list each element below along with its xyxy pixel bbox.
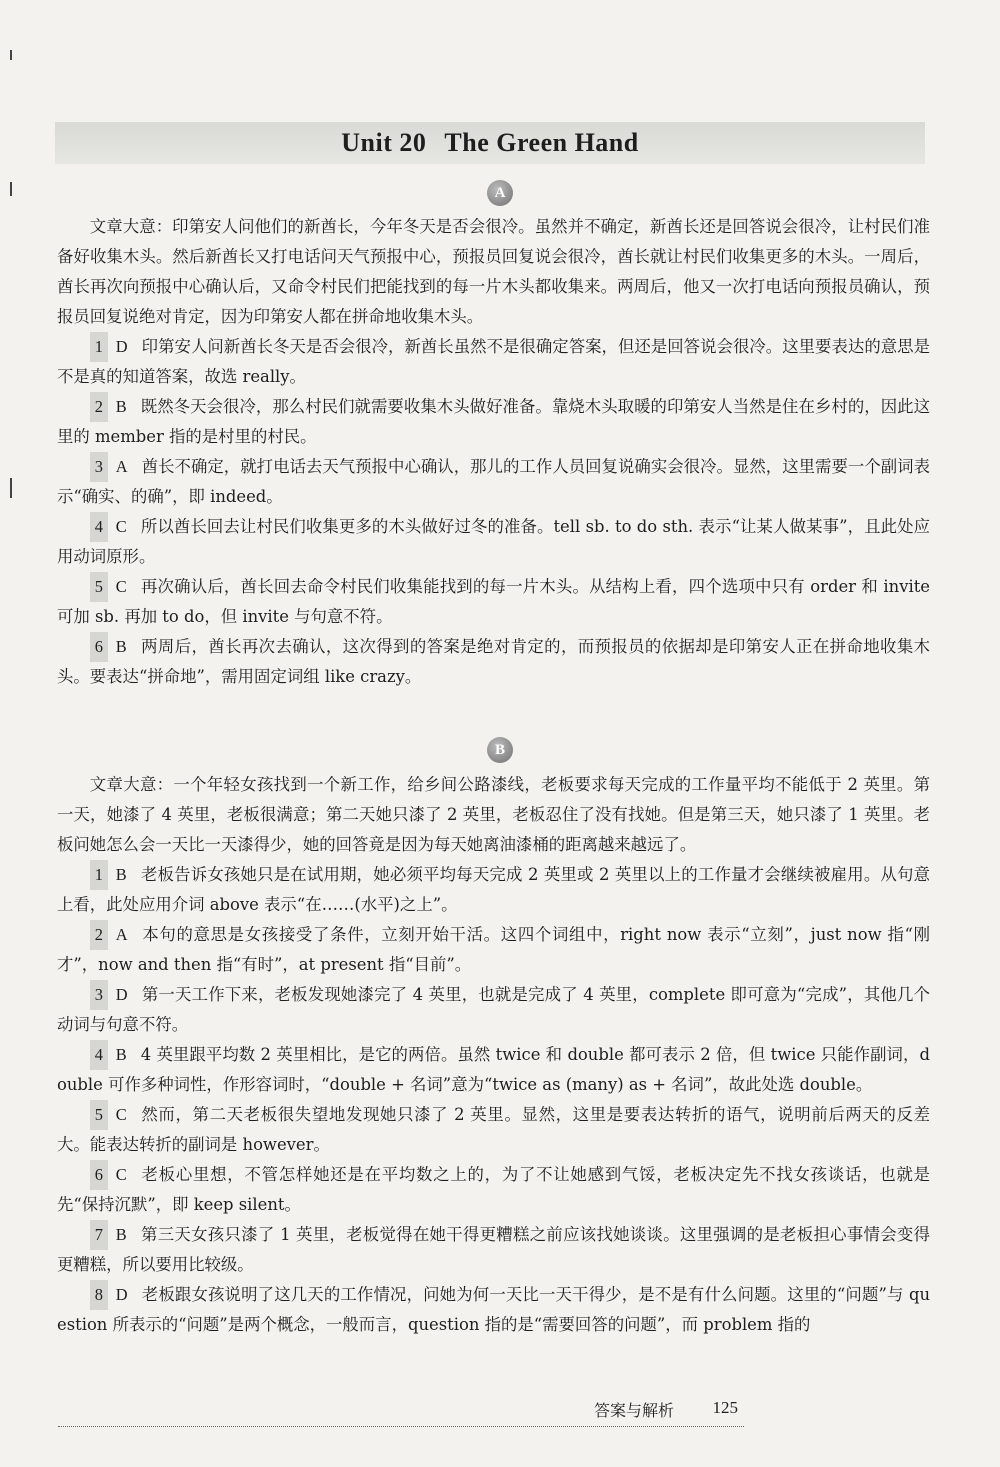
explanation-text: 老板心里想，不管怎样她还是在平均数之上的，为了不让她感到气馁，老板决定先不找女孩谈话，也就是先“保持沉默”，即 keep silent。	[57, 1165, 930, 1214]
answer-item	[57, 512, 930, 572]
margin-mark	[10, 182, 12, 196]
answer-item	[57, 1220, 930, 1280]
question-number: 7	[90, 1220, 108, 1250]
answer-item	[57, 1160, 930, 1220]
explanation-text: 既然冬天会很冷，那么村民们就需要收集木头做好准备。靠烧木头取暖的印第安人当然是住在乡村的，因此这里的 member 指的是村里的村民。	[57, 397, 930, 446]
section-a	[57, 212, 930, 692]
explanation-text: 印第安人问新酋长冬天是否会很冷，新酋长虽然不是很确定答案，但还是回答说会很冷。这里要表达的意思是不是真的知道答案，故选 really。	[57, 337, 930, 386]
answer-letter: C	[115, 577, 127, 596]
answer-letter: C	[115, 1165, 127, 1184]
question-number: 6	[90, 1160, 108, 1190]
section-b	[57, 770, 930, 1340]
answer-letter: B	[115, 397, 127, 416]
answer-letter: B	[115, 1225, 127, 1244]
answer-item	[57, 920, 930, 980]
section-badge-b: B	[487, 737, 513, 763]
question-number: 3	[90, 980, 108, 1010]
explanation-text: 两周后，酋长再次去确认，这次得到的答案是绝对肯定的，而预报员的依据却是印第安人正在拼命地收集木头。要表达“拼命地”，需用固定词组 like crazy。	[57, 637, 930, 686]
answer-item	[57, 1100, 930, 1160]
answer-letter: B	[115, 1045, 127, 1064]
explanation-text: 然而，第二天老板很失望地发现她只漆了 2 英里。显然，这里是要表达转折的语气，说明前后两天的反差大。能表达转折的副词是 however。	[57, 1105, 930, 1154]
answer-letter: D	[115, 985, 128, 1004]
answer-item	[57, 392, 930, 452]
answer-item	[57, 632, 930, 692]
explanation-text: 第一天工作下来，老板发现她漆完了 4 英里，也就是完成了 4 英里，complete 即可意为“完成”，其他几个动词与句意不符。	[57, 985, 930, 1034]
summary-paragraph: 文章大意：一个年轻女孩找到一个新工作，给乡间公路漆线，老板要求每天完成的工作量平均不能低于 2 英里。第一天，她漆了 4 英里，老板很满意；第二天她只漆了 2 英里，老板忍住了没有找她。但是第三天，她只漆了 1 英里。老板问她怎么会一天比一天漆得少，她的回答竟是因为每天她离油漆桶的距离越来越远了。	[57, 775, 930, 854]
page-number: 125	[712, 1398, 738, 1417]
answer-item	[57, 1040, 930, 1100]
footer-label: 答案与解析	[593, 1401, 674, 1420]
unit-number: Unit 20	[341, 128, 427, 157]
answer-letter: D	[115, 337, 128, 356]
page-footer	[58, 1398, 744, 1428]
unit-title-text: The Green Hand	[444, 128, 639, 157]
answer-item	[57, 452, 930, 512]
question-number: 8	[90, 1280, 108, 1310]
question-number: 2	[90, 920, 108, 950]
explanation-text: 老板跟女孩说明了这几天的工作情况，问她为何一天比一天干得少，是不是有什么问题。这里的“问题”与 question 所表示的“问题”是两个概念，一般而言，question 指的是“需要回答的问题”，而 problem 指的	[57, 1285, 930, 1334]
answer-list	[57, 332, 930, 692]
answer-item	[57, 1280, 930, 1340]
question-number: 2	[90, 392, 108, 422]
title-banner	[55, 122, 925, 164]
answer-letter: B	[115, 637, 127, 656]
question-number: 6	[90, 632, 108, 662]
footer-divider	[58, 1426, 744, 1427]
explanation-text: 所以酋长回去让村民们收集更多的木头做好过冬的准备。tell sb. to do sth. 表示“让某人做某事”，且此处应用动词原形。	[57, 517, 930, 566]
answer-item	[57, 572, 930, 632]
answer-letter: D	[115, 1285, 128, 1304]
answer-letter: C	[115, 517, 127, 536]
question-number: 4	[90, 1040, 108, 1070]
answer-item	[57, 980, 930, 1040]
explanation-text: 再次确认后，酋长回去命令村民们收集能找到的每一片木头。从结构上看，四个选项中只有 order 和 invite 可加 sb. 再加 to do，但 invite 与句意不符。	[57, 577, 930, 626]
explanation-text: 本句的意思是女孩接受了条件，立刻开始干活。这四个词组中，right now 表示“立刻”，just now 指“刚才”，now and then 指“有时”，at present 指“目前”。	[57, 925, 930, 974]
answer-item	[57, 860, 930, 920]
question-number: 4	[90, 512, 108, 542]
margin-mark	[10, 50, 12, 60]
margin-mark	[10, 478, 12, 498]
explanation-text: 4 英里跟平均数 2 英里相比，是它的两倍。虽然 twice 和 double 都可表示 2 倍，但 twice 只能作副词，double 可作多种词性，作形容词时，“double + 名词”意为“twice as (many) as + 名词”，故此处选 double。	[57, 1045, 930, 1094]
explanation-text: 第三天女孩只漆了 1 英里，老板觉得在她干得更糟糕之前应该找她谈谈。这里强调的是老板担心事情会变得更糟糕，所以要用比较级。	[57, 1225, 930, 1274]
section-badge-a: A	[487, 180, 513, 206]
answer-letter: A	[115, 925, 128, 944]
explanation-text: 酋长不确定，就打电话去天气预报中心确认，那儿的工作人员回复说确实会很冷。显然，这里需要一个副词表示“确实、的确”，即 indeed。	[57, 457, 930, 506]
answer-letter: C	[115, 1105, 127, 1124]
answer-letter: B	[115, 865, 127, 884]
page-title	[55, 128, 925, 158]
question-number: 3	[90, 452, 108, 482]
explanation-text: 老板告诉女孩她只是在试用期，她必须平均每天完成 2 英里或 2 英里以上的工作量才会继续被雇用。从句意上看，此处应用介词 above 表示“在……(水平)之上”。	[57, 865, 930, 914]
summary-paragraph: 文章大意：印第安人问他们的新酋长，今年冬天是否会很冷。虽然并不确定，新酋长还是回答说会很冷，让村民们准备好收集木头。然后新酋长又打电话问天气预报中心，预报员回复说会很冷，酋长就让村民们收集更多的木头。一周后，酋长再次向预报中心确认后，又命令村民们把能找到的每一片木头都收集来。两周后，他又一次打电话向预报员确认，预报员回复说绝对肯定，因为印第安人都在拼命地收集木头。	[57, 217, 930, 326]
question-number: 1	[90, 332, 108, 362]
question-number: 5	[90, 1100, 108, 1130]
answer-list	[57, 860, 930, 1340]
question-number: 1	[90, 860, 108, 890]
answer-item	[57, 332, 930, 392]
question-number: 5	[90, 572, 108, 602]
answer-letter: A	[115, 457, 128, 476]
